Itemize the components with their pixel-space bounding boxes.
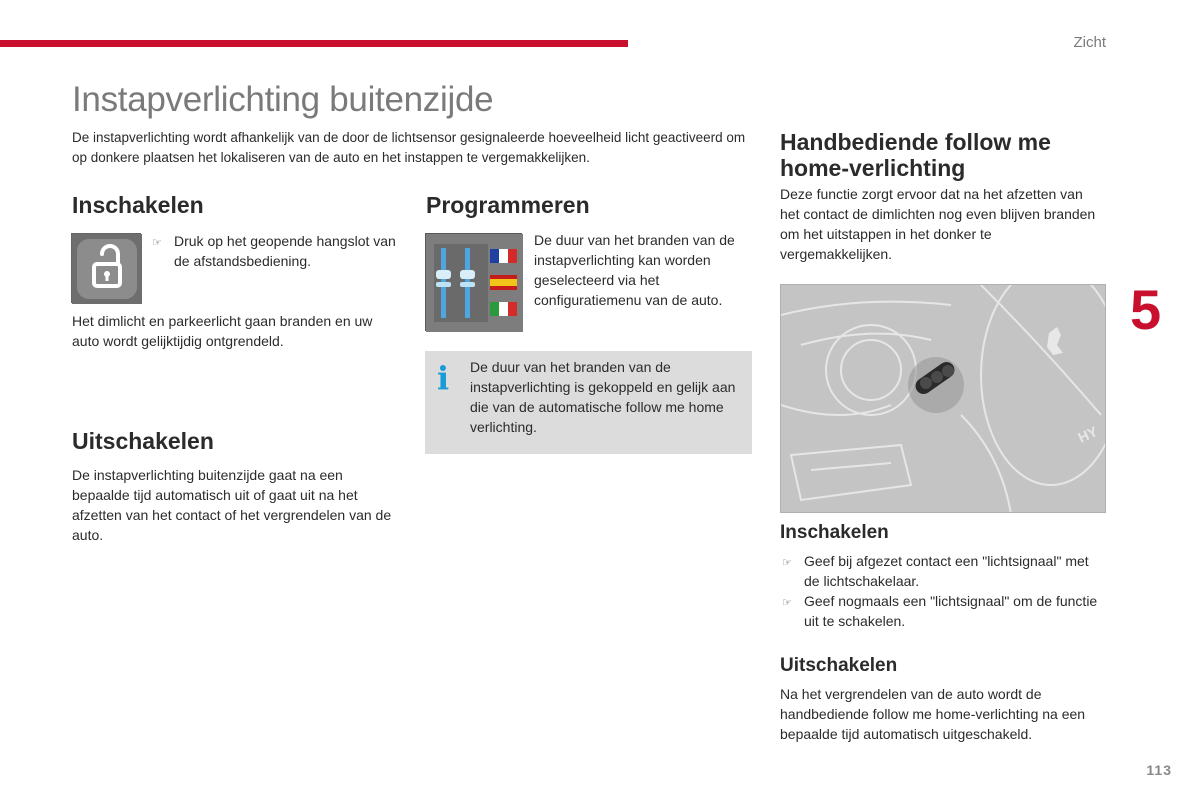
section-name: Zicht [1073, 34, 1106, 51]
info-text: De duur van het branden van de instapverlichting is gekoppeld en gelijk aan die van de automatische follow me home verlichting. [470, 359, 736, 435]
bullet-pointer-icon: ☞ [782, 597, 792, 609]
flag-italy-icon [490, 302, 517, 316]
bullet-pointer-icon: ☞ [152, 237, 162, 249]
page-title: Instapverlichting buitenzijde [72, 80, 494, 119]
bullet-item [780, 551, 1105, 591]
svg-text:HY: HY [1075, 422, 1100, 446]
info-box [425, 351, 752, 454]
page-number: 113 [1146, 762, 1172, 778]
inschakelen-result-text: Het dimlicht en parkeerlicht gaan branden en uw auto wordt gelijktijdig ontgrendeld. [72, 313, 373, 349]
heading-inschakelen-follow-me: Inschakelen [780, 522, 889, 543]
intro-paragraph: De instapverlichting wordt afhankelijk van de door de lichtsensor gesignaleerde hoeveelheid licht geactiveerd om op donkere plaatsen het lokaliseren van de auto en het instappen te vergemakkelijken. [72, 130, 746, 165]
bullet-text: Geef nogmaals een "lichtsignaal" om de functie uit te schakelen. [804, 593, 1098, 629]
configuration-menu-image [425, 233, 522, 331]
bullet-text: Druk op het geopende hangslot van de afstandsbediening. [174, 233, 396, 269]
info-icon: i [437, 359, 450, 397]
heading-programmeren: Programmeren [426, 192, 590, 218]
heading-inschakelen: Inschakelen [72, 192, 204, 218]
padlock-open-icon [72, 234, 142, 304]
bullet-item [780, 591, 1105, 631]
flag-france-icon [490, 249, 517, 263]
heading-uitschakelen-follow-me: Uitschakelen [780, 655, 898, 676]
light-switch-stalk-image [780, 284, 1106, 513]
chapter-number: 5 [1130, 278, 1162, 341]
key-fob-unlock-image [71, 233, 141, 303]
heading-follow-me-home: Handbediende follow me home-verlichting [780, 129, 1051, 181]
bullet-item [150, 231, 400, 271]
bullet-pointer-icon: ☞ [782, 557, 792, 569]
programmeren-text: De duur van het branden van de instapverlichting kan worden geselecteerd via het configuratiemenu van de auto. [534, 232, 735, 308]
flag-spain-icon [490, 275, 517, 290]
heading-uitschakelen: Uitschakelen [72, 428, 214, 454]
header-accent-bar [0, 40, 628, 47]
uitschakelen-text: De instapverlichting buitenzijde gaat na een bepaalde tijd automatisch uit of gaat uit na het afzetten van het contact of het vergrendelen van de auto. [72, 467, 392, 543]
uitschakelen-follow-me-text: Na het vergrendelen van de auto wordt de handbediende follow me home-verlichting na een bepaalde tijd automatisch uitgeschakeld. [780, 686, 1086, 742]
follow-me-home-text: Deze functie zorgt ervoor dat na het afzetten van het contact de dimlichten nog even blijven branden om het uitstappen in het donker te vergemakkelijken. [780, 186, 1096, 262]
bullet-text: Geef bij afgezet contact een "lichtsignaal" met de lichtschakelaar. [804, 553, 1089, 589]
